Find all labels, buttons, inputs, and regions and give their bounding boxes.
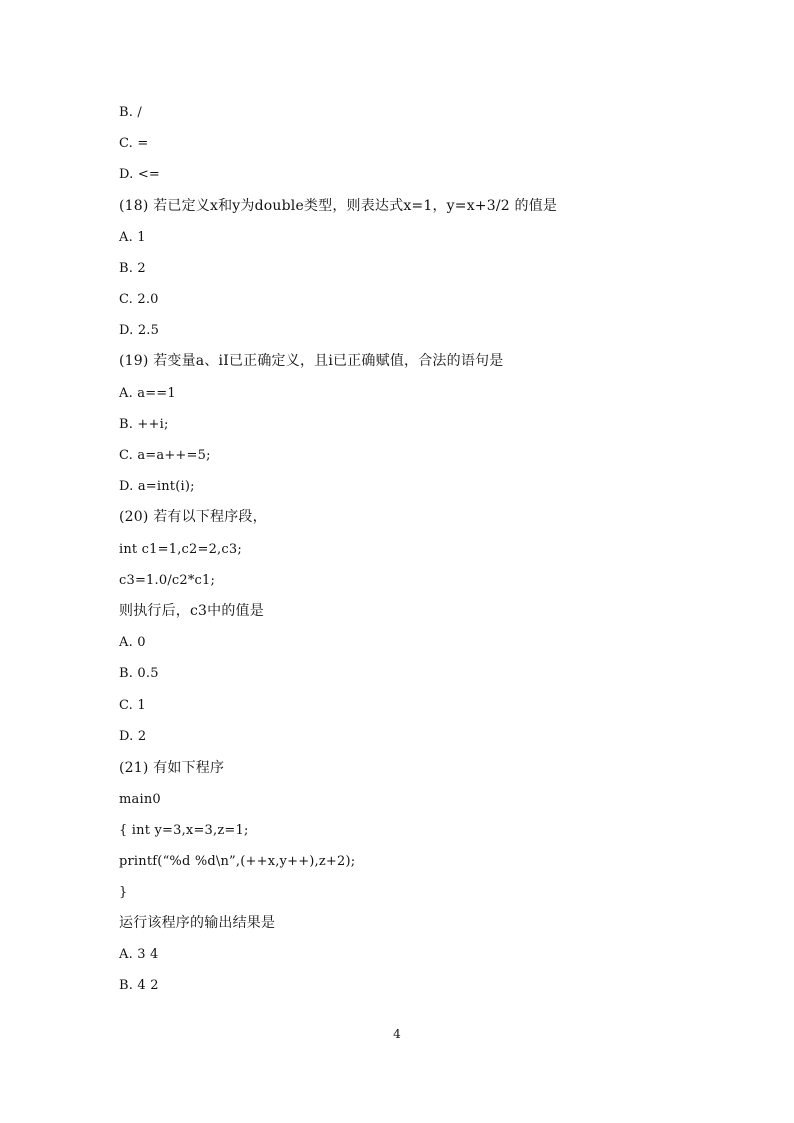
question-18: (18) 若已定义x和y为double类型，则表达式x=1，y=x+3/2 的值是 [119, 198, 558, 214]
q21-code-line-1: main0 [119, 792, 161, 807]
question-19: (19) 若变量a、iI已正确定义，且i已正确赋值，合法的语句是 [119, 353, 504, 369]
q20-option-b: B. 0.5 [119, 666, 159, 681]
q19-option-d: D. a=int(i); [119, 479, 195, 494]
option-c-equals: C. = [119, 136, 149, 151]
question-21: (21) 有如下程序 [119, 760, 225, 776]
q18-option-b: B. 2 [119, 261, 146, 276]
option-b-slash: B. / [119, 105, 142, 120]
q21-option-a: A. 3 4 [119, 947, 159, 962]
q20-option-a: A. 0 [119, 635, 146, 650]
q19-option-b: B. ++i; [119, 417, 169, 432]
q20-code-line-2: c3=1.0/c2*c1; [119, 573, 216, 588]
q20-option-c: C. 1 [119, 698, 146, 713]
q20-option-d: D. 2 [119, 729, 147, 744]
option-d-less-equal: D. <= [119, 167, 161, 182]
q21-option-b: B. 4 2 [119, 978, 159, 993]
q21-prompt: 运行该程序的输出结果是 [119, 915, 276, 931]
question-20: (20) 若有以下程序段， [119, 509, 267, 525]
q20-prompt: 则执行后，c3中的值是 [119, 603, 264, 619]
q18-option-d: D. 2.5 [119, 323, 160, 338]
q18-option-a: A. 1 [119, 230, 146, 245]
q20-code-line-1: int c1=1,c2=2,c3; [119, 542, 242, 557]
q18-option-c: C. 2.0 [119, 292, 159, 307]
q19-option-a: A. a==1 [119, 386, 176, 401]
q21-code-line-2: { int y=3,x=3,z=1; [119, 823, 249, 838]
q19-option-c: C. a=a++=5; [119, 448, 211, 463]
q21-code-line-3: printf(“%d %d\n”,(++x,y++),z+2); [119, 854, 356, 869]
q21-code-line-4: } [119, 885, 128, 900]
page-number: 4 [393, 1027, 401, 1041]
